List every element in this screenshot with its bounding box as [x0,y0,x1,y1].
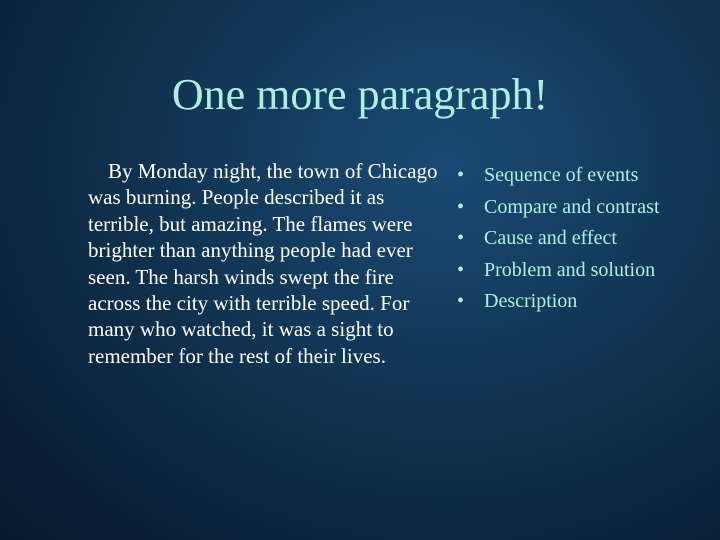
bullet-label: Description [484,290,578,312]
bullet-item-compare [447,194,707,220]
bullet-item-sequence [447,162,707,188]
bullet-label: Sequence of events [484,164,639,186]
bullet-item-description [447,288,707,314]
bullet-label: Cause and effect [484,227,617,249]
bullet-list [447,162,707,320]
bullet-item-problem [447,257,707,283]
bullet-icon: • [457,195,465,218]
bullet-icon: • [457,164,465,186]
paragraph-text: By Monday night, the town of Chicago was burning. People described it as terrible, but amazing. The flames were brighter than anything people had ever seen. The harsh winds swept the fire across the city with terrible speed. For many who watched, it was a sight to remember for the rest of their lives. [88,159,438,368]
bullet-icon: • [457,227,465,249]
bullet-label: Problem and solution [484,258,656,281]
slide-title: One more paragraph! [171,70,549,119]
bullet-item-cause [447,225,707,251]
bullet-icon: • [457,258,465,281]
bullet-icon: • [457,290,465,312]
bullet-label: Compare and contrast [484,195,660,218]
